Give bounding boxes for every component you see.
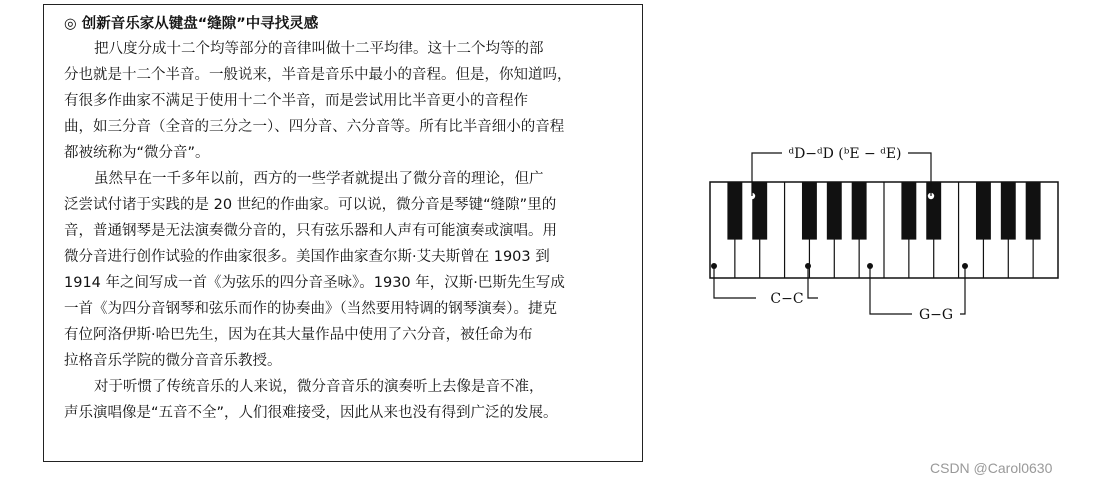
black-key: [852, 182, 867, 240]
paragraph-2-line: 拉格音乐学院的微分音音乐教授。: [64, 353, 282, 369]
watermark: CSDN @Carol0630: [930, 460, 1053, 476]
paragraph-1-line: 曲，如三分音（全音的三分之一）、四分音、六分音等。所有比半音细小的音程: [64, 119, 565, 135]
paragraph-1-line: 把八度分成十二个均等部分的音律叫做十二平均律。这十二个均等的部: [94, 41, 544, 57]
black-key: [802, 182, 817, 240]
paragraph-2-line: 微分音进行创作试验的作曲家很多。美国作曲家查尔斯·艾夫斯曾在 1903 到: [64, 249, 550, 265]
paragraph-2-line: 有位阿洛伊斯·哈巴先生，因为在其大量作品中使用了六分音，被任命为布: [64, 327, 533, 343]
paragraph-2-line: 1914 年之间写成一首《为弦乐的四分音圣咏》。1930 年，汉斯·巴斯先生写成: [64, 275, 565, 291]
paragraph-3-line: 对于听惯了传统音乐的人来说，微分音音乐的演奏听上去像是音不准，: [94, 379, 544, 395]
black-key: [901, 182, 916, 240]
black-key: [727, 182, 742, 240]
paragraph-1-line: 都被统称为“微分音”。: [64, 145, 210, 161]
diagram-label-g-g: G−G: [918, 307, 954, 323]
black-key: [827, 182, 842, 240]
diagram-label-c-c: C−C: [770, 291, 804, 307]
black-key: [926, 182, 941, 240]
article-title: ◎ 创新音乐家从键盘“缝隙”中寻找灵感: [64, 16, 319, 32]
black-key: [1001, 182, 1016, 240]
paragraph-2-line: 虽然早在一千多年以前，西方的一些学者就提出了微分音的理论，但广: [94, 171, 544, 187]
paragraph-2-line: 音，普通钢琴是无法演奏微分音的，只有弦乐器和人声有可能演奏或演唱。用: [64, 223, 557, 239]
paragraph-1-line: 分也就是十二个半音。一般说来，半音是音乐中最小的音程。但是，你知道吗，: [64, 67, 572, 83]
paragraph-2-line: 泛尝试付诸于实践的是 20 世纪的作曲家。可以说，微分音是琴键“缝隙”里的: [64, 197, 557, 213]
paragraph-1-line: 有很多作曲家不满足于使用十二个半音，而是尝试用比半音更小的音程作: [64, 93, 528, 109]
paragraph-2-line: 一首《为四分音钢琴和弦乐而作的协奏曲》（当然要用特调的钢琴演奏）。捷克: [64, 301, 557, 317]
black-key: [752, 182, 767, 240]
paragraph-3-line: 声乐演唱像是“五音不全”，人们很难接受，因此从来也没有得到广泛的发展。: [64, 405, 558, 421]
diagram-top-label: ᵈD−ᵈD (ᵇE − ᵈE): [788, 146, 902, 162]
black-key: [1026, 182, 1041, 240]
black-key: [976, 182, 991, 240]
